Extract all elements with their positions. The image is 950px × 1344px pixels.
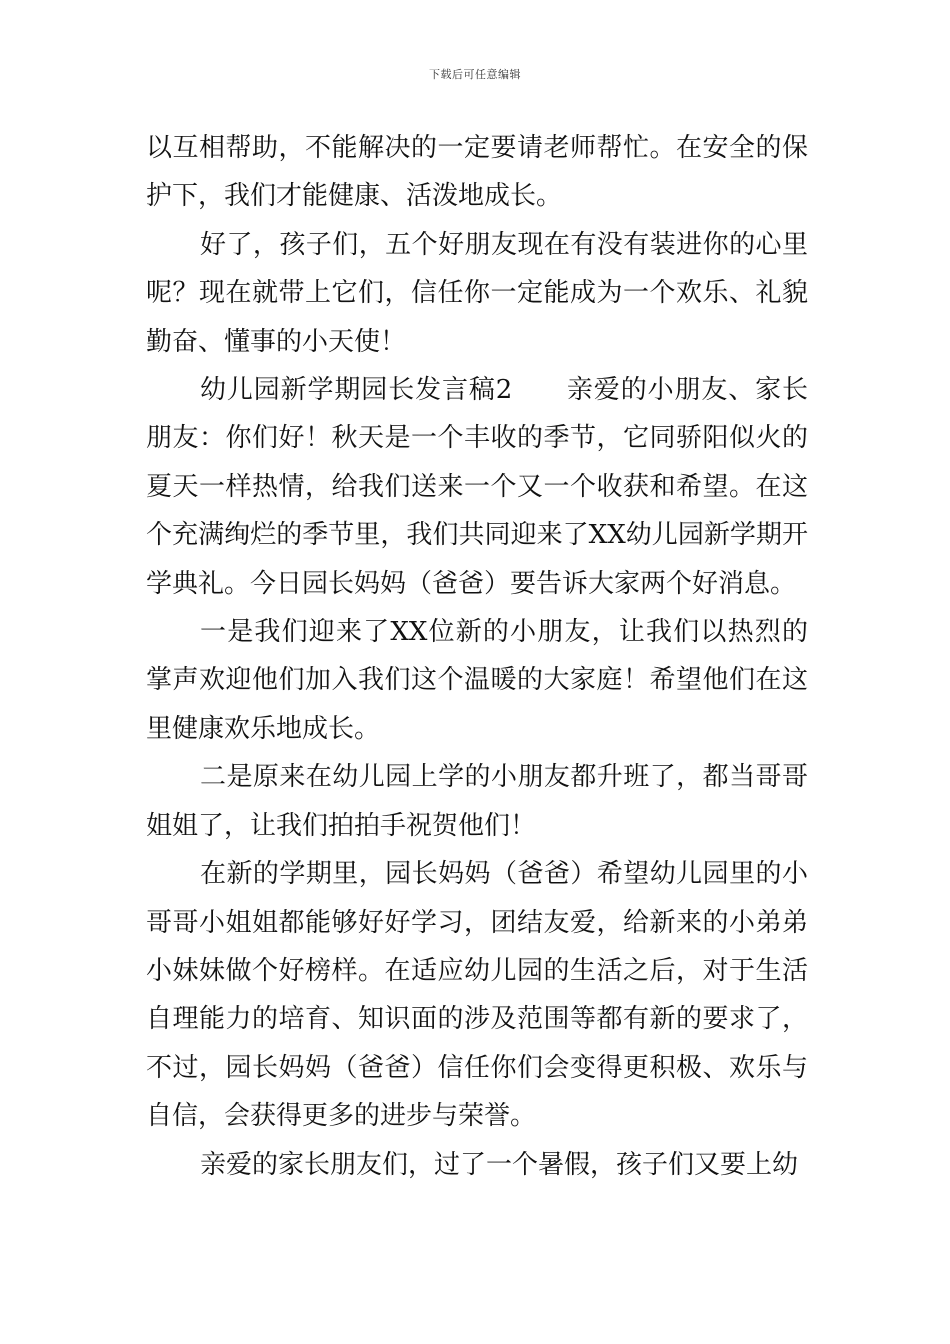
paragraph-3: 幼儿园新学期园长发言稿2 亲爱的小朋友、家长朋友：你们好！秋天是一个丰收的季节，它同骄阳似火的夏天一样热情，给我们送来一个又一个收获和希望。在这个充满绚烂的季节里，我们共同迎来了XX幼儿园新学期开学典礼。今日园长妈妈（爸爸）要告诉大家两个好消息。 bbox=[146, 375, 808, 599]
paragraph-7: 亲爱的家长朋友们，过了一个暑假，孩子们又要上幼 bbox=[200, 1149, 799, 1180]
paragraph-5: 二是原来在幼儿园上学的小朋友都升班了，都当哥哥姐姐了，让我们拍拍手祝贺他们！ bbox=[146, 762, 808, 841]
page-header-note: 下载后可任意编辑 bbox=[429, 68, 521, 81]
paragraph-2: 好了，孩子们，五个好朋友现在有没有装进你的心里呢？现在就带上它们，信任你一定能成为一个欢乐、礼貌勤奋、懂事的小天使！ bbox=[146, 229, 808, 357]
document-body bbox=[146, 124, 808, 1189]
paragraph-6: 在新的学期里，园长妈妈（爸爸）希望幼儿园里的小哥哥小姐姐都能够好好学习，团结友爱，给新来的小弟弟小妹妹做个好榜样。在适应幼儿园的生活之后，对于生活自理能力的培育、知识面的涉及范围等都有新的要求了，不过，园长妈妈（爸爸）信任你们会变得更积极、欢乐与自信，会获得更多的进步与荣誉。 bbox=[146, 859, 808, 1132]
paragraph-1: 以互相帮助，不能解决的一定要请老师帮忙。在安全的保护下，我们才能健康、活泼地成长。 bbox=[146, 133, 808, 212]
paragraph-4: 一是我们迎来了XX位新的小朋友，让我们以热烈的掌声欢迎他们加入我们这个温暖的大家庭！希望他们在这里健康欢乐地成长。 bbox=[146, 617, 808, 744]
